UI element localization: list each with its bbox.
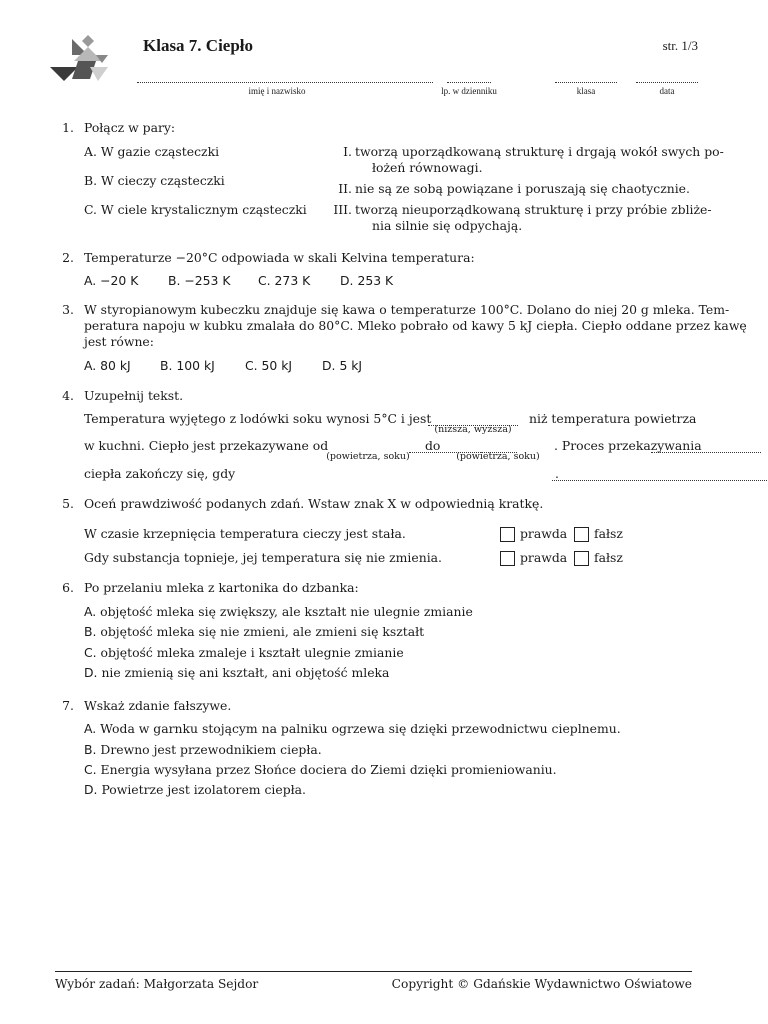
q6-number: 6. [62, 580, 74, 595]
q7-option-b[interactable]: B. Drewno jest przewodnikiem ciepła. [84, 742, 322, 757]
q7-option-d[interactable]: D. Powietrze jest izolatorem ciepła. [84, 782, 306, 797]
q1-left-b: B. W cieczy cząsteczki [84, 173, 225, 188]
q5-row-1-true-label: prawda [520, 526, 568, 541]
q3-option-a[interactable]: A. 80 kJ [84, 358, 131, 373]
q5-row-1-text: W czasie krzepnięcia temperatura cieczy jest stała. [84, 526, 406, 541]
q1-right-3-line2: nia silnie się odpychają. [372, 218, 523, 233]
q3-option-d[interactable]: D. 5 kJ [322, 358, 363, 373]
q4-hint-1: (niższa, wyższa) [434, 424, 512, 435]
q4-line2-start: w kuchni. Ciepło jest przekazywane od [84, 438, 329, 453]
q5-row-2-text: Gdy substancja topnieje, jej temperatura się nie zmienia. [84, 550, 442, 565]
q6-option-b[interactable]: B. objętość mleka się nie zmieni, ale zmieni się kształt [84, 624, 425, 639]
q4-line3-start: ciepła zakończy się, gdy [84, 466, 236, 481]
publisher-logo [48, 33, 114, 87]
q5-row-2-true-label: prawda [520, 550, 568, 565]
q2-option-a[interactable]: A. −20 K [84, 273, 139, 288]
class-field[interactable] [555, 72, 617, 83]
class-label: klasa [576, 86, 596, 96]
q4-number: 4. [62, 388, 74, 403]
q5-row-2-false-label: fałsz [594, 550, 623, 565]
q1-number: 1. [62, 120, 74, 135]
q2-option-d[interactable]: D. 253 K [340, 273, 394, 288]
q5-number: 5. [62, 496, 74, 511]
date-label: data [659, 86, 675, 96]
q1-right-3-line1: tworzą nieuporządkowaną strukturę i przy próbie zbliże- [355, 202, 712, 217]
q1-right-2-line1: nie są ze sobą powiązane i poruszają się chaotycznie. [355, 181, 690, 196]
q5-row-1-true-checkbox[interactable] [500, 527, 515, 542]
q3-line3: jest równe: [84, 334, 154, 349]
q7-option-c[interactable]: C. Energia wysyłana przez Słońce dociera do Ziemi dzięki promieniowaniu. [84, 762, 557, 777]
q3-line1: W styropianowym kubeczku znajduje się kawa o temperaturze 100°C. Dolano do niej 20 g mleka. Tem- [84, 302, 730, 317]
q4-line2-do: do [425, 438, 441, 453]
footer-divider [55, 971, 692, 972]
q2-option-b[interactable]: B. −253 K [168, 273, 231, 288]
q3-line2: peratura napoju w kubku zmalała do 80°C. Mleko pobrało od kawy 5 kJ ciepła. Ciepło oddane przez kawę [84, 318, 747, 333]
q5-row-1-false-checkbox[interactable] [574, 527, 589, 542]
footer-author: Wybór zadań: Małgorzata Sejdor [55, 977, 259, 991]
q5-row-1-false-label: fałsz [594, 526, 623, 541]
q3-option-c[interactable]: C. 50 kJ [245, 358, 293, 373]
journal-number-label: lp. w dzienniku [441, 86, 497, 96]
q4-line1-start: Temperatura wyjętego z lodówki soku wynosi 5°C i jest [84, 411, 432, 426]
q7-option-a[interactable]: A. Woda w garnku stojącym na palniku ogrzewa się dzięki przewodnictwu cieplnemu. [84, 721, 621, 736]
q7-text: Wskaż zdanie fałszywe. [84, 698, 232, 713]
q6-option-c[interactable]: C. objętość mleka zmaleje i kształt ulegnie zmianie [84, 645, 404, 660]
q2-option-c[interactable]: C. 273 K [258, 273, 311, 288]
q4-line2-end: . Proces przekazywania [554, 438, 702, 453]
q3-number: 3. [62, 302, 74, 317]
q4-line3-end: . [555, 466, 559, 481]
q5-row-2-false-checkbox[interactable] [574, 551, 589, 566]
q1-right-2-num: II. [338, 181, 352, 196]
q4-text: Uzupełnij tekst. [84, 388, 184, 403]
page-title: Klasa 7. Ciepło [143, 36, 254, 55]
q1-right-3-num: III. [333, 202, 352, 217]
date-field[interactable] [636, 72, 698, 83]
q1-right-1-num: I. [343, 144, 352, 159]
q5-text: Oceń prawdziwość podanych zdań. Wstaw znak X w odpowiednią kratkę. [84, 496, 544, 511]
q1-left-a: A. W gazie cząsteczki [84, 144, 220, 159]
q5-row-2-true-checkbox[interactable] [500, 551, 515, 566]
q6-text: Po przelaniu mleka z kartonika do dzbanka: [84, 580, 359, 595]
q3-option-b[interactable]: B. 100 kJ [160, 358, 215, 373]
q6-option-a[interactable]: A. objętość mleka się zwiększy, ale kształt nie ulegnie zmianie [84, 604, 473, 619]
q4-blank-4[interactable] [552, 468, 768, 481]
q1-left-c: C. W ciele krystalicznym cząsteczki [84, 202, 307, 217]
q1-right-1-line1: tworzą uporządkowaną strukturę i drgają wokół swych po- [355, 144, 724, 159]
q4-hint-3: (powietrza, soku) [456, 451, 540, 462]
q4-line1-end: niż temperatura powietrza [529, 411, 697, 426]
page-number: str. 1/3 [662, 38, 698, 53]
q1-right-1-line2: łożeń równowagi. [372, 160, 483, 175]
q2-number: 2. [62, 250, 74, 265]
q4-hint-2: (powietrza, soku) [326, 451, 410, 462]
journal-number-field[interactable] [447, 72, 491, 83]
footer-copyright: Copyright © Gdańskie Wydawnictwo Oświatowe [391, 977, 692, 991]
q7-number: 7. [62, 698, 74, 713]
q1-text: Połącz w pary: [84, 120, 176, 135]
name-field[interactable] [137, 72, 433, 83]
q6-option-d[interactable]: D. nie zmienią się ani kształt, ani objętość mleka [84, 665, 390, 680]
name-label: imię i nazwisko [248, 86, 306, 96]
q2-text: Temperaturze −20°C odpowiada w skali Kelvina temperatura: [84, 250, 475, 265]
